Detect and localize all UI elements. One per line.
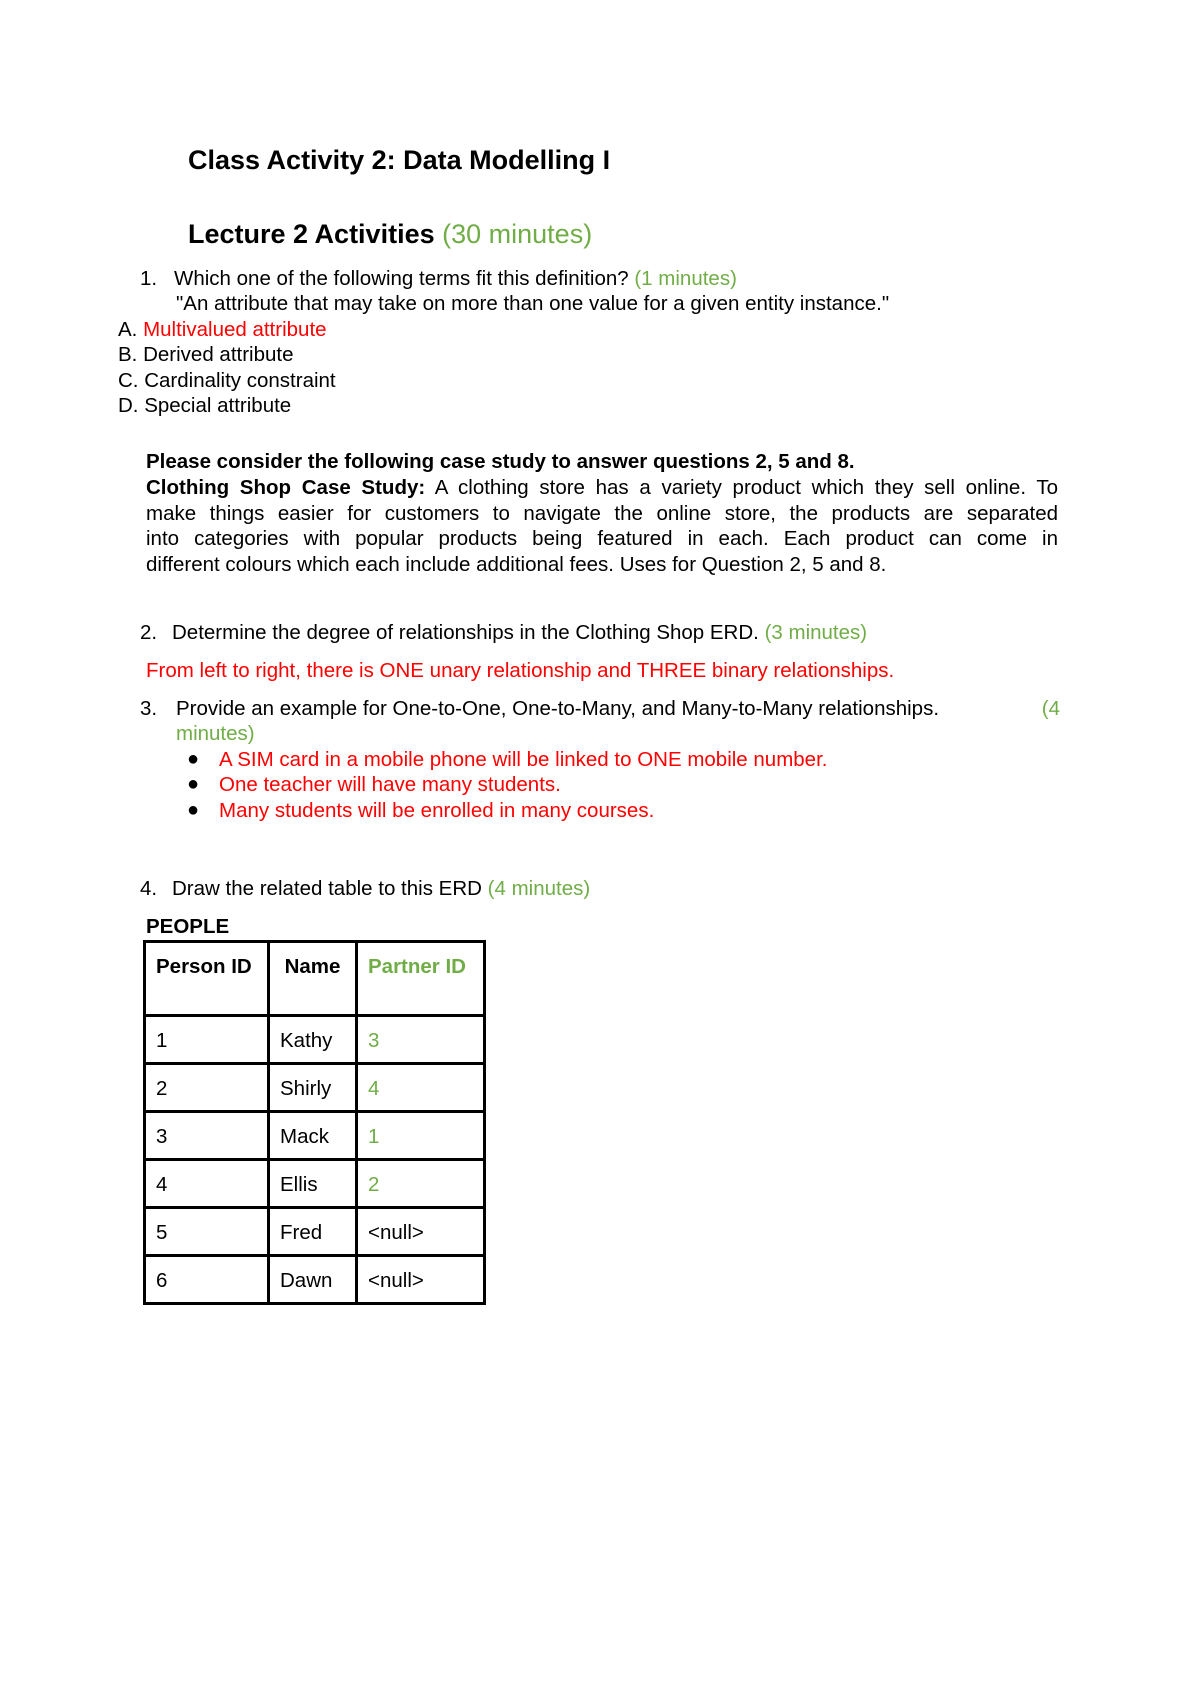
bullet-3 (187, 798, 199, 822)
bullet-dot-icon: ● (187, 773, 200, 795)
bullet-1-text: A SIM card in a mobile phone will be linked to ONE mobile number. (219, 748, 828, 771)
question-3-text: Provide an example for One-to-One, One-to-Many, and Many-to-Many relationships. (176, 697, 940, 720)
option-c (118, 369, 336, 393)
question-1 (174, 267, 737, 291)
table-row (145, 1016, 485, 1064)
cell-name: Dawn (269, 1256, 357, 1304)
cell-person-id: 5 (145, 1208, 269, 1256)
cell-person-id: 3 (145, 1112, 269, 1160)
question-1-time: (1 minutes) (634, 267, 737, 290)
bullet-3-text: Many students will be enrolled in many courses. (219, 799, 655, 822)
bullet-2 (187, 772, 199, 796)
cell-name: Ellis (269, 1160, 357, 1208)
question-2 (172, 621, 867, 645)
option-b-text: Derived attribute (143, 343, 294, 366)
question-3-time-part-2: minutes) (176, 722, 255, 745)
cell-partner-id: 1 (357, 1112, 485, 1160)
question-3-line-1 (176, 697, 1060, 721)
table-row (145, 1256, 485, 1304)
cell-partner-id: <null> (357, 1208, 485, 1256)
option-a-text: Multivalued attribute (143, 318, 327, 341)
question-4-text: Draw the related table to this ERD (172, 877, 482, 900)
bullet-dot-icon: ● (187, 748, 200, 770)
question-4-number: 4. (140, 877, 158, 900)
bullet-1 (187, 747, 199, 771)
cell-person-id: 6 (145, 1256, 269, 1304)
table-row (145, 1208, 485, 1256)
case-study-label: Clothing Shop Case Study: (146, 476, 426, 499)
bullet-dot-icon: ● (187, 799, 200, 821)
question-4-time: (4 minutes) (487, 877, 591, 900)
case-study-line-3: into categories with popular products being featured in each. Each product can come in (146, 527, 1058, 551)
option-d-letter: D. (118, 394, 139, 417)
question-2-number: 2. (140, 621, 158, 644)
question-2-text: Determine the degree of relationships in the Clothing Shop ERD. (172, 621, 759, 644)
cell-name: Kathy (269, 1016, 357, 1064)
section-heading (188, 219, 592, 250)
cell-person-id: 1 (145, 1016, 269, 1064)
option-c-text: Cardinality constraint (144, 369, 336, 392)
page-title: Class Activity 2: Data Modelling I (188, 145, 611, 175)
cell-partner-id: <null> (357, 1256, 485, 1304)
question-1-quote: "An attribute that may take on more than one value for a given entity instance." (176, 292, 890, 315)
case-study-paragraph (146, 475, 1058, 577)
cell-name: Shirly (269, 1064, 357, 1112)
option-a (118, 318, 327, 342)
people-table (143, 940, 486, 1305)
option-b-letter: B. (118, 343, 138, 366)
case-study-line-2: make things easier for customers to navigate the online store, the products are separated (146, 501, 1058, 525)
section-label: Lecture 2 Activities (188, 219, 435, 249)
cell-person-id: 4 (145, 1160, 269, 1208)
question-3-number: 3. (140, 697, 158, 720)
case-study-line-4: different colours which each include additional fees. Uses for Question 2, 5 and 8. (146, 552, 887, 576)
question-2-time: (3 minutes) (764, 621, 868, 644)
cell-partner-id: 3 (357, 1016, 485, 1064)
header-person-id: Person ID (145, 942, 269, 1016)
option-d (118, 394, 291, 418)
header-name: Name (269, 942, 357, 1016)
option-c-letter: C. (118, 369, 139, 392)
case-study-intro: Please consider the following case study to answer questions 2, 5 and 8. (146, 450, 855, 473)
question-3-time-part-1: (4 (1041, 697, 1060, 720)
option-a-letter: A. (118, 318, 138, 341)
table-row (145, 1112, 485, 1160)
question-1-number: 1. (140, 267, 158, 290)
cell-partner-id: 4 (357, 1064, 485, 1112)
cell-name: Mack (269, 1112, 357, 1160)
bullet-2-text: One teacher will have many students. (219, 773, 561, 796)
header-partner-id: Partner ID (357, 942, 485, 1016)
table-row (145, 1160, 485, 1208)
option-b (118, 343, 294, 367)
table-row (145, 1064, 485, 1112)
cell-partner-id: 2 (357, 1160, 485, 1208)
table-name: PEOPLE (146, 915, 230, 938)
question-2-answer: From left to right, there is ONE unary relationship and THREE binary relationships. (146, 659, 895, 682)
case-study-line-1: A clothing store has a variety product which they sell online. To (434, 476, 1058, 499)
question-1-text: Which one of the following terms fit this definition? (174, 267, 629, 290)
cell-name: Fred (269, 1208, 357, 1256)
section-time: (30 minutes) (442, 219, 593, 249)
cell-person-id: 2 (145, 1064, 269, 1112)
table-header-row (145, 942, 485, 1016)
question-4 (172, 877, 590, 901)
option-d-text: Special attribute (144, 394, 292, 417)
